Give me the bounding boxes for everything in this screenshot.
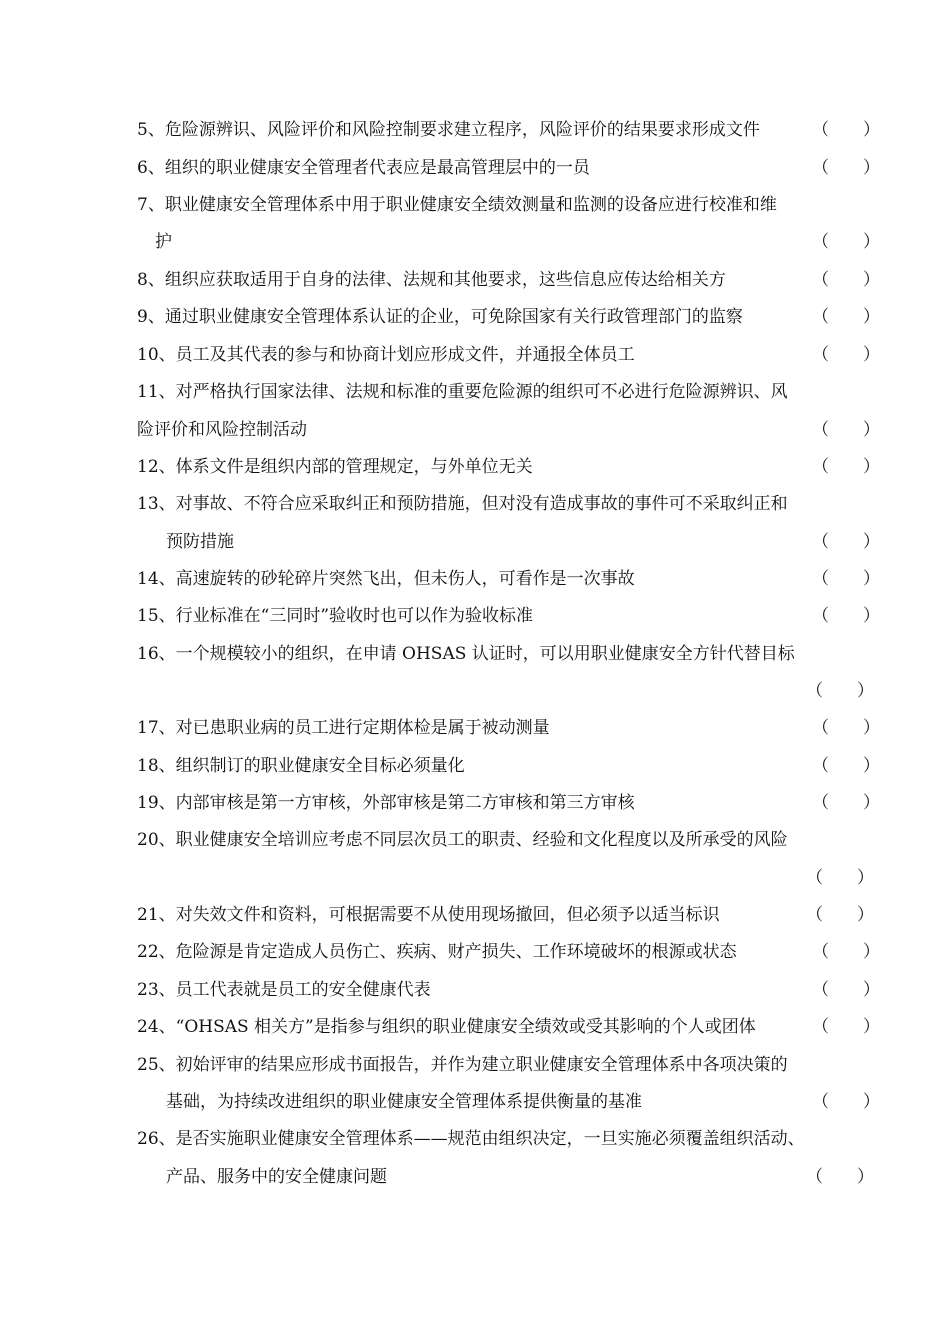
question-text: 12、体系文件是组织内部的管理规定，与外单位无关: [137, 457, 533, 477]
answer-parentheses: （ ）: [812, 307, 880, 327]
answer-parentheses: （ ）: [812, 158, 880, 178]
question-text: 5、危险源辨识、风险评价和风险控制要求建立程序，风险评价的结果要求形成文件: [137, 120, 760, 140]
question-text: 24、“OHSAS 相关方”是指参与组织的职业健康安全绩效或受其影响的个人或团体: [137, 1017, 756, 1037]
question-12: [0, 452, 950, 482]
answer-parentheses: （ ）: [806, 1167, 874, 1187]
question-text: 19、内部审核是第一方审核，外部审核是第二方审核和第三方审核: [137, 793, 635, 813]
question-7-continued: [0, 227, 950, 257]
question-text: 9、通过职业健康安全管理体系认证的企业，可免除国家有关行政管理部门的监察: [137, 307, 743, 327]
question-text: 14、高速旋转的砂轮碎片突然飞出，但未伤人，可看作是一次事故: [137, 569, 635, 589]
answer-parentheses: （ ）: [812, 718, 880, 738]
question-16: [0, 639, 950, 669]
answer-parentheses: （ ）: [812, 793, 880, 813]
question-text: 11、对严格执行国家法律、法规和标准的重要危险源的组织可不必进行危险源辨识、风: [137, 382, 788, 402]
question-20: [0, 825, 950, 855]
question-16-mark-line: [0, 676, 950, 706]
answer-parentheses: （ ）: [812, 1092, 880, 1112]
answer-parentheses: （ ）: [812, 532, 880, 552]
answer-parentheses: （ ）: [812, 345, 880, 365]
answer-parentheses: （ ）: [812, 120, 880, 140]
question-text-continued: 预防措施: [166, 532, 234, 552]
question-20-mark-line: [0, 863, 950, 893]
answer-parentheses: （ ）: [812, 756, 880, 776]
question-23: [0, 975, 950, 1005]
answer-parentheses: （ ）: [812, 457, 880, 477]
answer-parentheses: （ ）: [812, 606, 880, 626]
question-text: 18、组织制订的职业健康安全目标必须量化: [137, 756, 465, 776]
answer-parentheses: （ ）: [806, 681, 874, 701]
question-text: 15、行业标准在“三同时”验收时也可以作为验收标准: [137, 606, 534, 626]
question-6: [0, 153, 950, 183]
question-13-continued: [0, 527, 950, 557]
answer-parentheses: （ ）: [806, 905, 874, 925]
question-text: 16、一个规模较小的组织，在申请 OHSAS 认证时，可以用职业健康安全方针代替目标: [137, 644, 795, 664]
question-15: [0, 601, 950, 631]
answer-parentheses: （ ）: [812, 420, 880, 440]
question-text-continued: 护: [155, 232, 172, 252]
question-9: [0, 302, 950, 332]
question-text: 17、对已患职业病的员工进行定期体检是属于被动测量: [137, 718, 550, 738]
question-21: [0, 900, 950, 930]
question-text: 20、职业健康安全培训应考虑不同层次员工的职责、经验和文化程度以及所承受的风险: [137, 830, 788, 850]
question-text: 23、员工代表就是员工的安全健康代表: [137, 980, 431, 1000]
question-11: [0, 377, 950, 407]
question-19: [0, 788, 950, 818]
question-text: 21、对失效文件和资料，可根据需要不从使用现场撤回，但必须予以适当标识: [137, 905, 720, 925]
question-text: 13、对事故、不符合应采取纠正和预防措施，但对没有造成事故的事件可不采取纠正和: [137, 494, 788, 514]
question-25: [0, 1050, 950, 1080]
question-text: 10、员工及其代表的参与和协商计划应形成文件，并通报全体员工: [137, 345, 635, 365]
answer-parentheses: （ ）: [812, 942, 880, 962]
question-10: [0, 340, 950, 370]
answer-parentheses: （ ）: [812, 569, 880, 589]
question-text: 26、是否实施职业健康安全管理体系——规范由组织决定，一旦实施必须覆盖组织活动、: [137, 1129, 805, 1149]
question-5: [0, 115, 950, 145]
answer-parentheses: （ ）: [812, 232, 880, 252]
question-text: 22、危险源是肯定造成人员伤亡、疾病、财产损失、工作环境破坏的根源或状态: [137, 942, 737, 962]
answer-parentheses: （ ）: [812, 1017, 880, 1037]
answer-parentheses: （ ）: [812, 270, 880, 290]
question-26: [0, 1124, 950, 1154]
question-text: 25、初始评审的结果应形成书面报告，并作为建立职业健康安全管理体系中各项决策的: [137, 1055, 788, 1075]
question-text: 8、组织应获取适用于自身的法律、法规和其他要求，这些信息应传达给相关方: [137, 270, 726, 290]
answer-parentheses: （ ）: [806, 868, 874, 888]
question-25-continued: [0, 1087, 950, 1117]
question-14: [0, 564, 950, 594]
question-text: 7、职业健康安全管理体系中用于职业健康安全绩效测量和监测的设备应进行校准和维: [137, 195, 777, 215]
question-8: [0, 265, 950, 295]
question-text-continued: 产品、服务中的安全健康问题: [166, 1167, 387, 1187]
question-17: [0, 713, 950, 743]
question-11-continued: [0, 415, 950, 445]
question-7: [0, 190, 950, 220]
question-22: [0, 937, 950, 967]
question-24: [0, 1012, 950, 1042]
answer-parentheses: （ ）: [812, 980, 880, 1000]
question-13: [0, 489, 950, 519]
question-26-continued: [0, 1162, 950, 1192]
question-text-continued: 基础，为持续改进组织的职业健康安全管理体系提供衡量的基准: [166, 1092, 642, 1112]
question-18: [0, 751, 950, 781]
question-text: 6、组织的职业健康安全管理者代表应是最高管理层中的一员: [137, 158, 590, 178]
question-text-continued: 险评价和风险控制活动: [137, 420, 307, 440]
